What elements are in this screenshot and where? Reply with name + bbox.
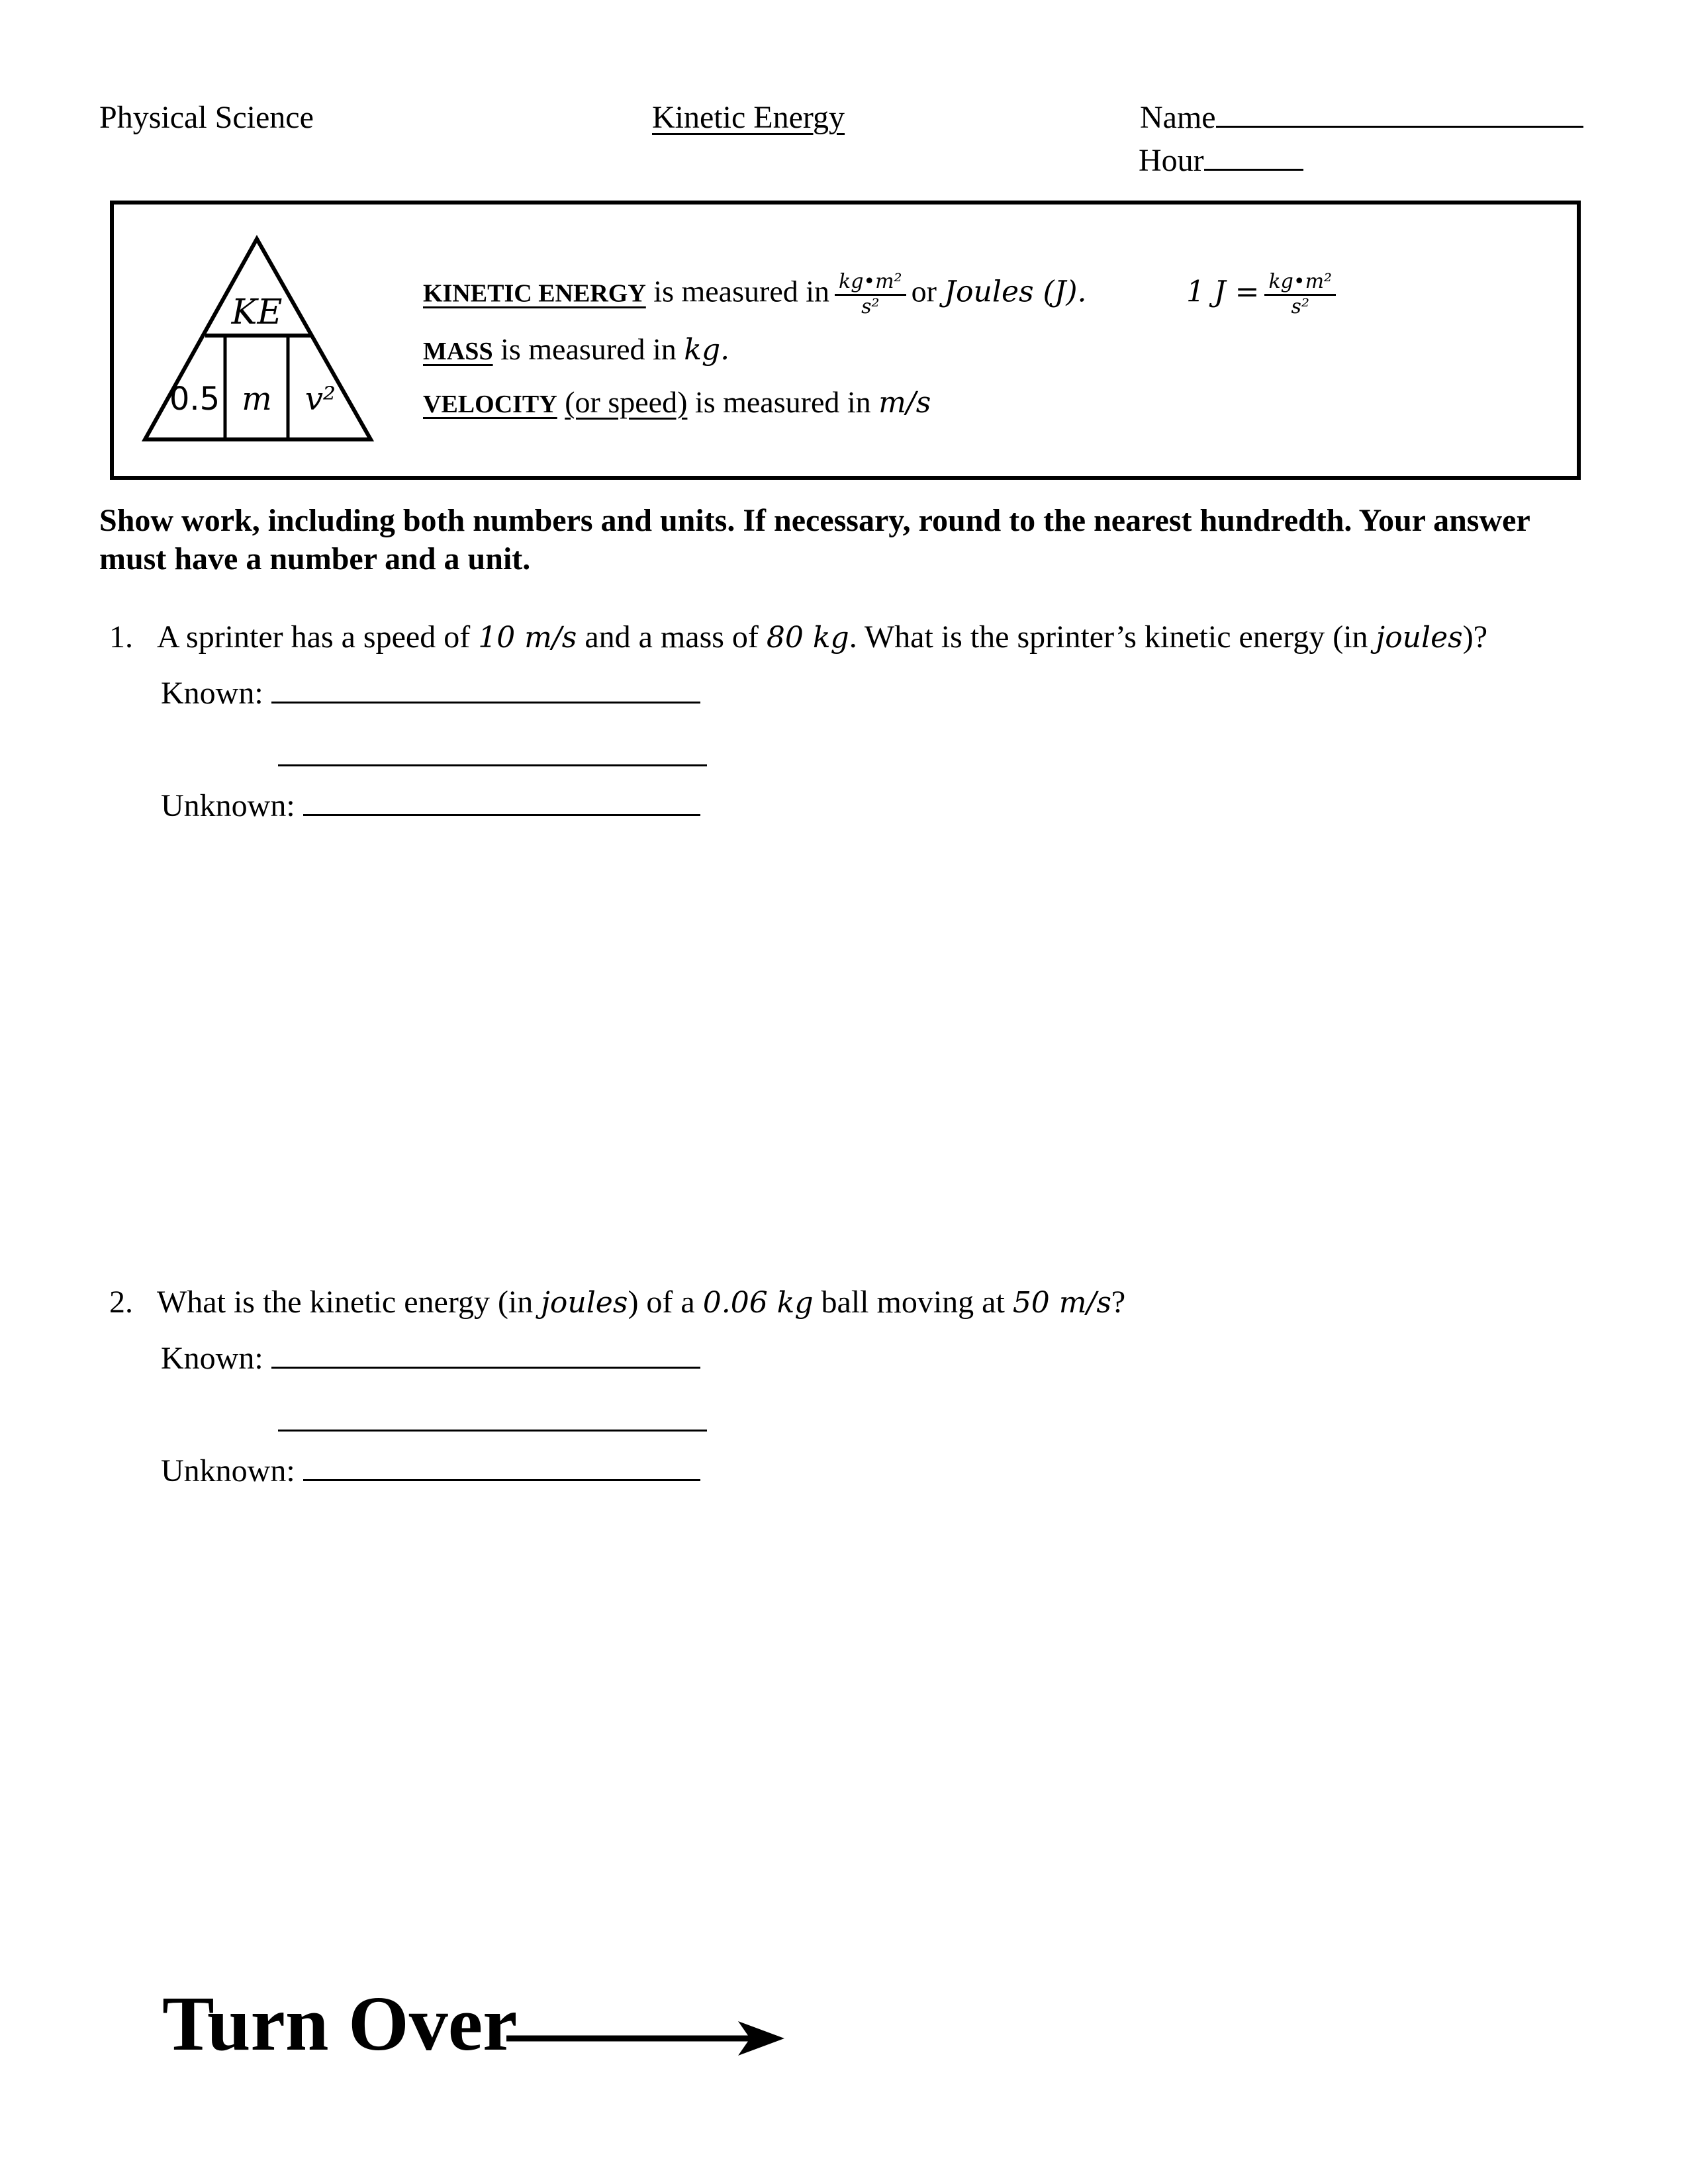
q2-known-blank-2[interactable] [278, 1430, 707, 1432]
triangle-half: 0.5 [169, 381, 220, 418]
question-1: 1. A sprinter has a speed of 10 m/s and a mass of 80 kg. What is the sprinter’s kinetic energy (in joules)? [109, 619, 1488, 655]
q2-unknown-blank[interactable] [303, 1479, 700, 1481]
joule-definition: 1 J = $\frac{\text{kg•m²}}{\text{s²}}$ [1186, 271, 1341, 318]
q2-known-blank-1[interactable] [271, 1367, 700, 1369]
velocity-unit-line: VELOCITY (or speed) is measured in m/s [423, 385, 931, 420]
name-blank[interactable] [1216, 126, 1583, 128]
known-label: Known: [161, 1341, 263, 1376]
triangle-mass: m [242, 381, 272, 418]
joules-unit: Joules (J). [944, 275, 1087, 309]
triangle-velocity-squared: v² [305, 381, 336, 418]
known-label: Known: [161, 676, 263, 711]
ke-unit-fraction: $\frac{\text{kg•m²}}{\text{s²}}$ [835, 271, 906, 318]
triangle-ke: KE [231, 293, 283, 332]
q1-known-blank-1[interactable] [271, 702, 700, 704]
formula-box [110, 201, 1581, 480]
question-number: 2. [109, 1285, 133, 1320]
name-label: Name [1140, 100, 1216, 135]
question-number: 1. [109, 619, 133, 655]
course-name: Physical Science [99, 100, 314, 135]
mass-unit-line: MASS is measured in kg. [423, 332, 730, 367]
q1-unknown-blank[interactable] [303, 814, 700, 816]
name-field[interactable] [1140, 99, 1583, 136]
unknown-label: Unknown: [161, 1453, 295, 1488]
unknown-label: Unknown: [161, 788, 295, 823]
q1-unknown-row[interactable] [161, 788, 700, 824]
turn-over-label: Turn Over [162, 1980, 518, 2067]
ke-triangle-diagram [140, 231, 392, 449]
q2-unknown-row[interactable] [161, 1453, 700, 1489]
q2-known-row[interactable] [161, 1340, 700, 1377]
q1-known-blank-2[interactable] [278, 764, 707, 766]
worksheet-title: Kinetic Energy [652, 100, 845, 135]
q1-known-row[interactable] [161, 675, 700, 711]
ke-term: KINETIC ENERGY [423, 279, 646, 308]
right-arrow-icon [506, 2019, 791, 2058]
hour-label: Hour [1139, 143, 1204, 178]
hour-field[interactable] [1139, 142, 1303, 179]
instructions: Show work, including both numbers and units. If necessary, round to the nearest hundredth. Your answer must have a number and a unit. [99, 503, 1530, 576]
question-2: 2. What is the kinetic energy (in joules) of a 0.06 kg ball moving at 50 m/s? [109, 1285, 1126, 1320]
velocity-term: VELOCITY [423, 390, 557, 418]
mass-term: MASS [423, 338, 493, 365]
ke-unit-line: KINETIC ENERGY is measured in $\frac{\text{kg•m²}}{\text{s²}}$ or Joules (J). [423, 270, 1087, 318]
hour-blank[interactable] [1204, 169, 1303, 171]
